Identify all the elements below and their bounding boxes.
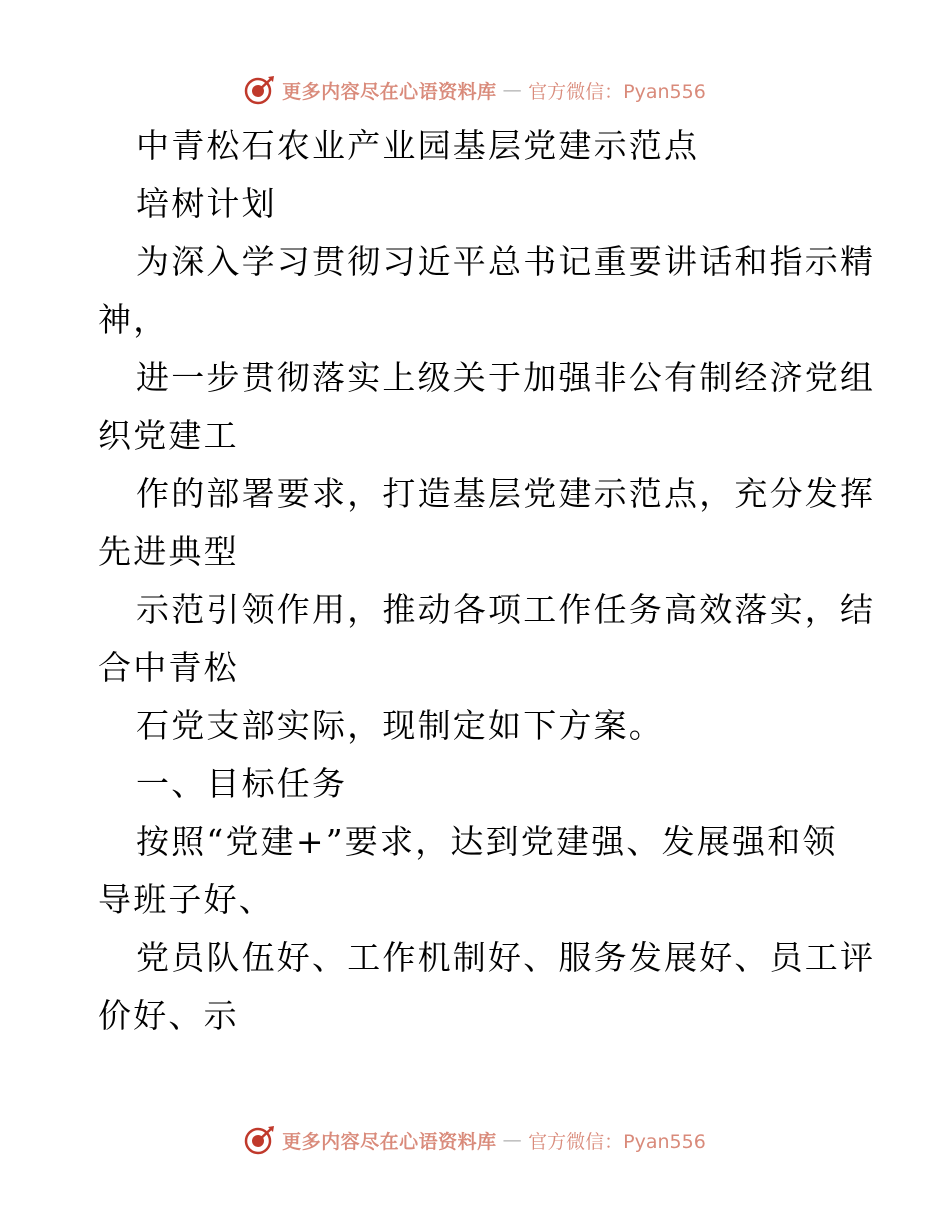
section-heading: 一、目标任务 [136, 764, 348, 803]
banner-main-text: 更多内容尽在心语资料库 [282, 1130, 497, 1153]
paragraph-line: 党员队伍好、工作机制好、服务发展好、员工评 [136, 938, 876, 977]
paragraph-line: 导班子好、 [98, 880, 274, 919]
footer-banner [0, 1120, 950, 1160]
paragraph-line: 织党建工 [98, 416, 239, 455]
paragraph-line: 进一步贯彻落实上级关于加强非公有制经济党组 [136, 358, 876, 397]
document-subtitle: 培树计划 [136, 184, 277, 223]
banner-content [244, 1124, 706, 1156]
paragraph-line: 示范引领作用，推动各项工作任务高效落实，结 [136, 590, 876, 629]
banner-dash: — [502, 1129, 523, 1151]
banner-sub-text: 官方微信：Pyan556 [528, 1130, 706, 1153]
paragraph-line: 按照“党建+”要求，达到党建强、发展强和领 [136, 822, 838, 861]
paragraph-line: 合中青松 [98, 648, 239, 687]
paragraph-line: 价好、示 [98, 996, 239, 1035]
header-banner [0, 70, 950, 110]
paragraph-line: 神， [98, 300, 169, 339]
banner-dash: — [502, 79, 523, 101]
brand-logo-icon [244, 1124, 276, 1156]
paragraph-line: 作的部署要求，打造基层党建示范点，充分发挥 [136, 474, 876, 513]
document-title: 中青松石农业产业园基层党建示范点 [136, 126, 700, 165]
banner-content [244, 74, 706, 106]
paragraph-line: 为深入学习贯彻习近平总书记重要讲话和指示精 [136, 242, 876, 281]
document-body [98, 117, 876, 1045]
banner-main-text: 更多内容尽在心语资料库 [282, 80, 497, 103]
paragraph-line: 石党支部实际，现制定如下方案。 [136, 706, 664, 745]
banner-sub-text: 官方微信：Pyan556 [528, 80, 706, 103]
paragraph-line: 先进典型 [98, 532, 239, 571]
brand-logo-icon [244, 74, 276, 106]
